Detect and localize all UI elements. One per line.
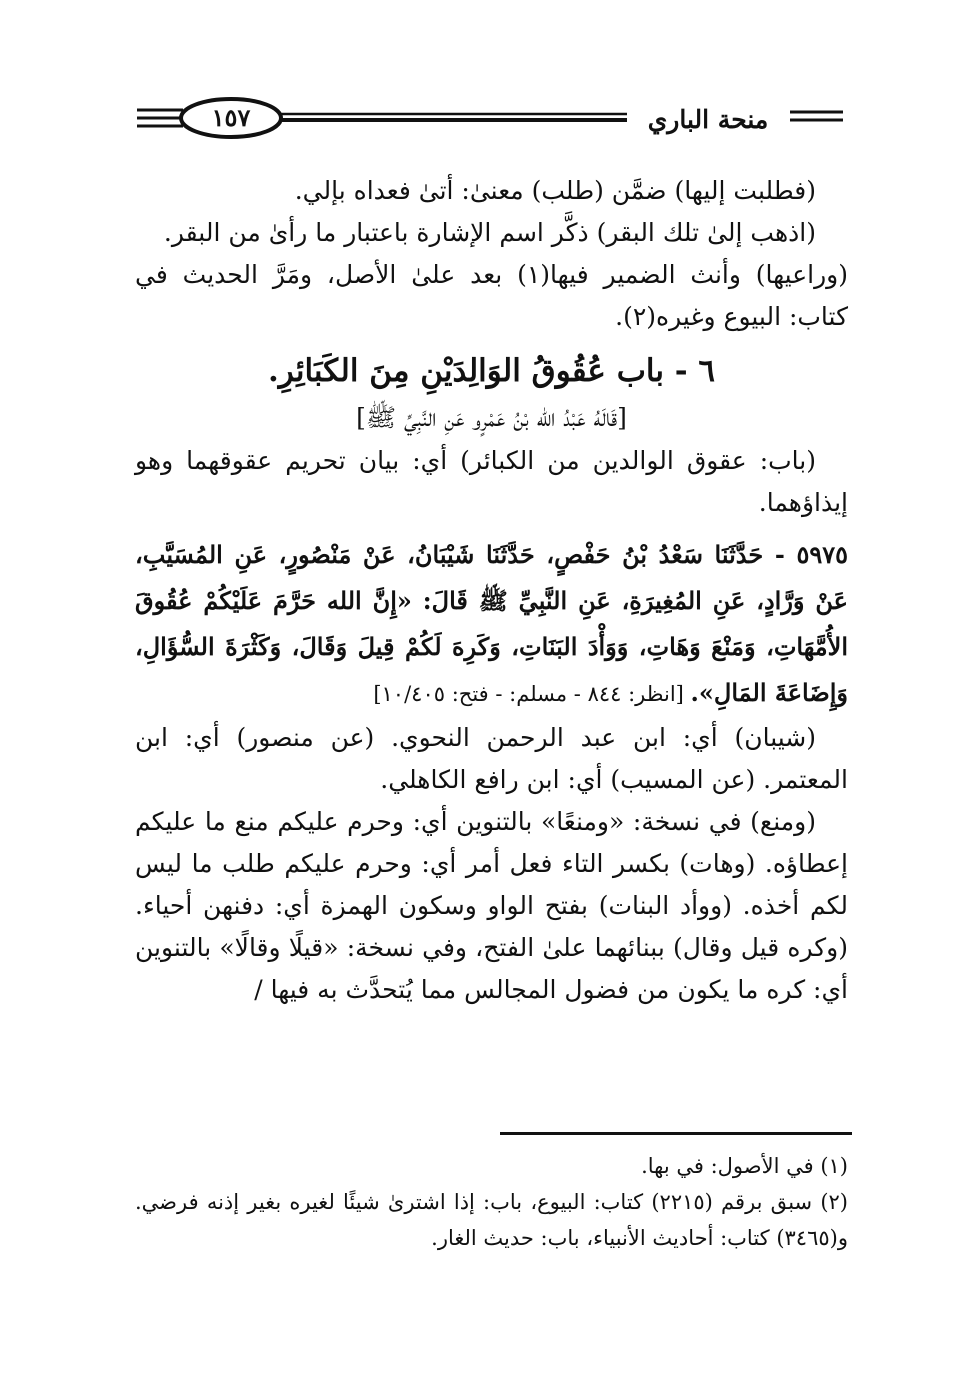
paragraph: (فطلبت إليها) ضمَّن (طلب) معنىٰ: أتىٰ فعداه بإلي.: [294, 176, 816, 205]
hadith-body: ٥٩٧٥ - حَدَّثَنَا سَعْدُ بْنُ حَفْصٍ، حَدَّثَنَا شَيْبَانُ، عَنْ مَنْصُورٍ، عَنِ المُسَيَّبِ، عَنْ وَرَّادٍ، عَنِ المُغِيرَةِ، عَنِ النَّبِيِّ ﷺ قَالَ: «إِنَّ الله حَرَّمَ عَلَيْكُمْ عُقُوقَ الأُمَّهَاتِ، وَمَنْعَ وَهَاتِ، وَوَأْدَ البَنَاتِ، وَكَرِهَ لَكُمْ قِيلَ وَقَالَ، وَكَثْرَةَ السُّؤَالِ، وَإِضَاعَةَ المَالِ».: [135, 540, 848, 707]
footnote: (١) في الأصول: في بها.: [641, 1154, 848, 1178]
hadith-reference: [انظر: ٨٤٤ - مسلم: - فتح: ١٠/٤٠٥]: [373, 682, 691, 706]
page-number: ١٥٧: [211, 103, 251, 132]
paragraph: (شيبان) أي: ابن عبد الرحمن النحوي. (عن منصور) أي: ابن المعتمر. (عن المسيب) أي: ابن رافع الكاهلي.: [135, 723, 848, 794]
footnote: (٢) سبق برقم (٢٢١٥) كتاب: البيوع، باب: إذا اشترىٰ شيئًا لغيره بغير إذنه فرضي. و(٣٤٦٥) كتاب: أحاديث الأنبياء، باب: حديث الغار.: [135, 1190, 848, 1250]
running-title: منحة الباري: [647, 105, 769, 134]
main-text: [135, 170, 848, 1011]
chapter-subtitle: [قَالَهُ عَبْدُ الله بْنُ عَمْرٍو عَنِ النَّبِيِّ ﷺ]: [356, 403, 627, 432]
hadith-text: [135, 532, 848, 717]
paragraph: (اذهب إلىٰ تلك البقر) ذكَّر اسم الإشارة باعتبار ما رأىٰ من البقر.: [163, 218, 816, 247]
paragraph: (ومنع) في نسخة: «ومنعًا» بالتنوين أي: وحرم عليكم منع ما عليكم إعطاؤه. (وهات) بكسر التاء فعل أمر أي: وحرم عليكم طلب ما ليس لكم أخذه. (ووأد البنات) بفتح الواو وسكون الهمزة أي: دفنهن أحياء. (وكره قيل وقال) ببنائهما علىٰ الفتح، وفي نسخة: «قيلًا وقالًا» بالتنوين أي: كره ما يكون من فضول المجالس مما يُتحدَّث به فيها /: [135, 807, 848, 1004]
paragraph: (وراعيها) وأنث الضمير فيها(١) بعد علىٰ الأصل، ومَرَّ الحديث في كتاب: البيوع وغيره(٢).: [135, 260, 848, 331]
chapter-explanation: (باب: عقوق الوالدين من الكبائر) أي: بيان تحريم عقوقهما وهو إيذاؤهما.: [135, 446, 848, 517]
footnotes: [135, 1148, 848, 1256]
footnote-separator: [500, 1132, 852, 1135]
chapter-title: ٦ - باب عُقُوقُ الوَالِدَيْنِ مِنَ الكَبَائِرِ.: [267, 353, 716, 389]
